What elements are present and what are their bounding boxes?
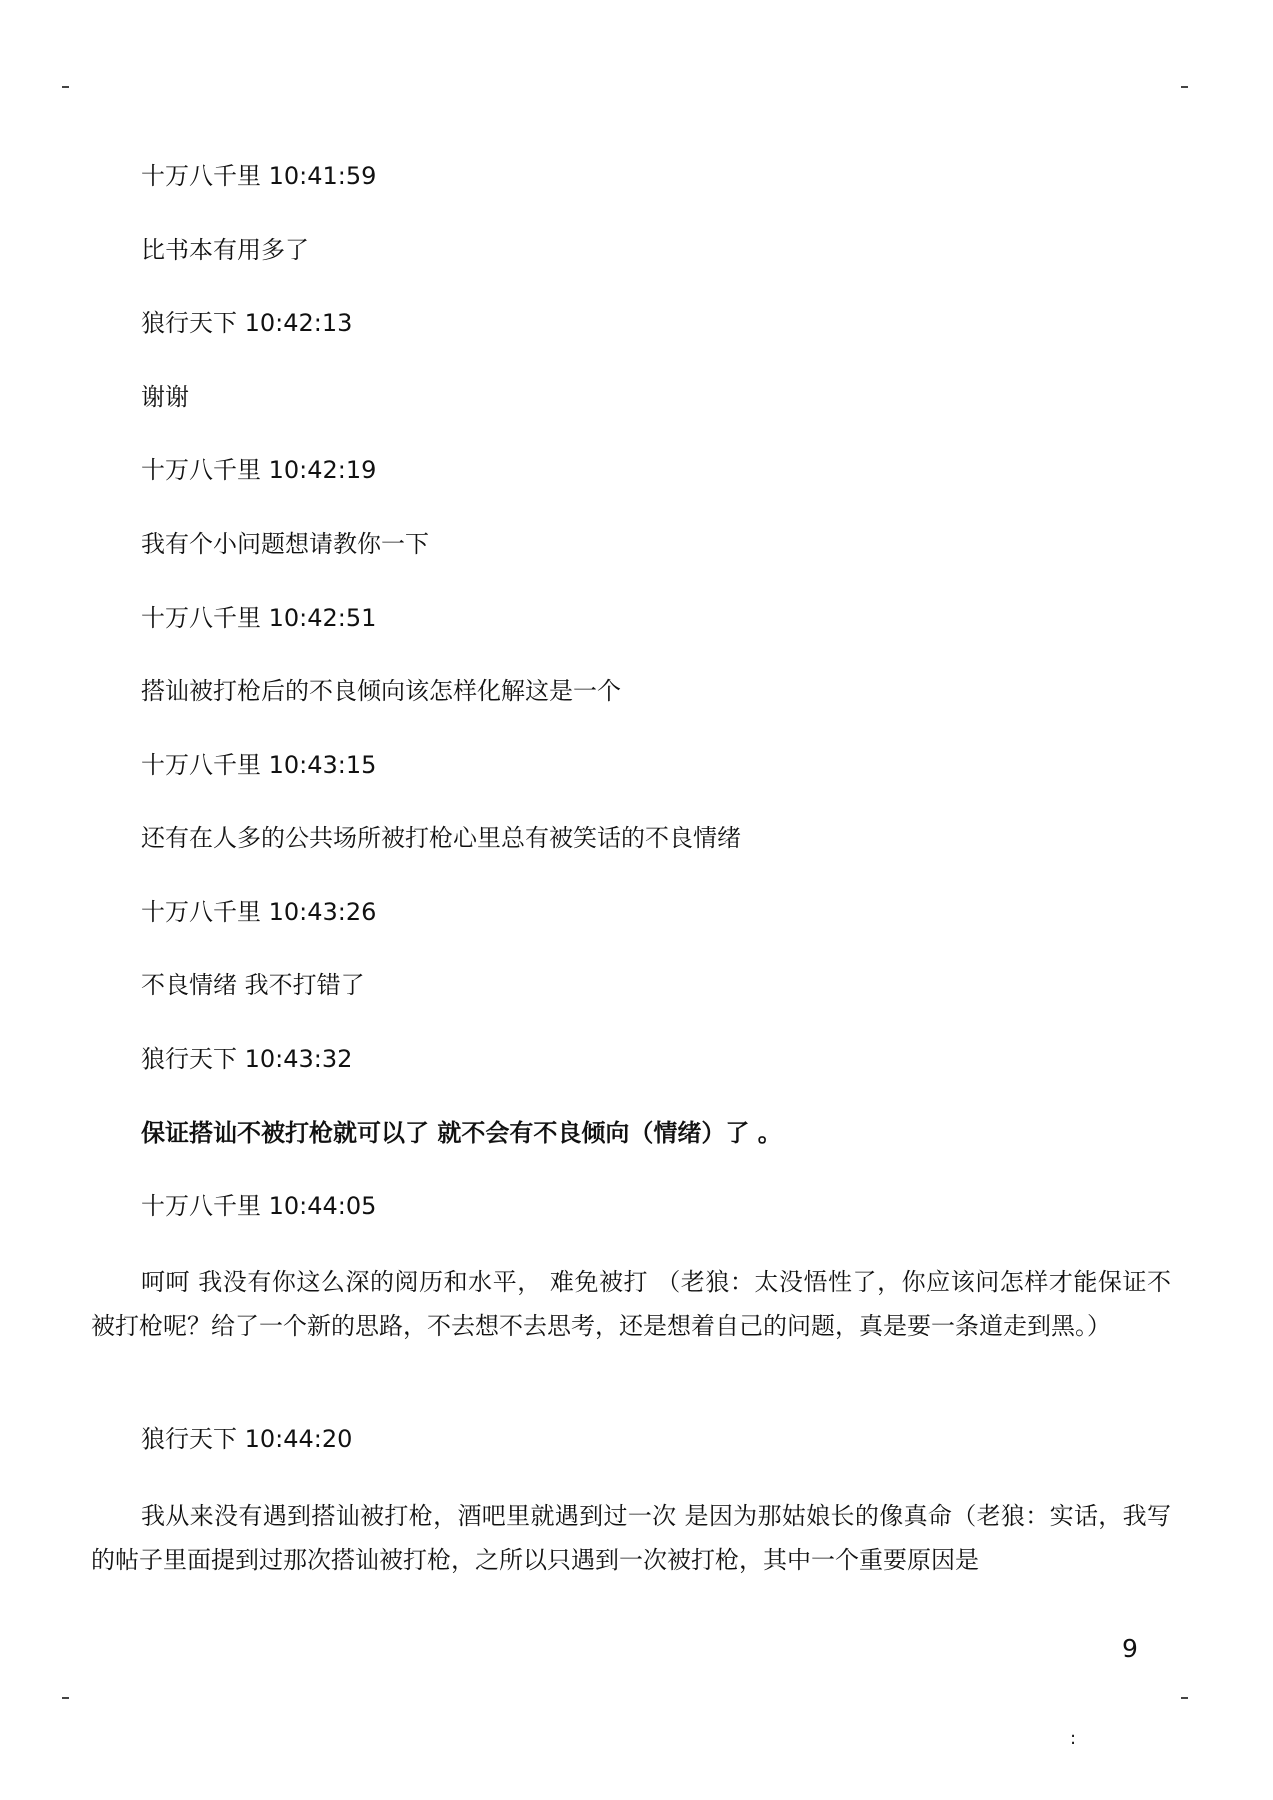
crop-mark-top-left [62, 86, 69, 88]
footer-mark: : [1070, 1728, 1077, 1749]
chat-message-line: 我有个小问题想请教你一下 [141, 530, 429, 558]
chat-header-line: 狼行天下 10:43:32 [141, 1045, 353, 1073]
chat-header-line: 狼行天下 10:44:20 [141, 1425, 353, 1453]
chat-message-line: 谢谢 [141, 383, 189, 411]
crop-mark-top-right [1181, 86, 1188, 88]
chat-header-line: 十万八千里 10:44:05 [141, 1192, 377, 1220]
chat-message-line-bold: 保证搭讪不被打枪就可以了 就不会有不良倾向（情绪）了 。 [141, 1119, 782, 1147]
chat-header-line: 十万八千里 10:43:26 [141, 898, 377, 926]
chat-header-line: 十万八千里 10:42:19 [141, 456, 377, 484]
chat-message-line: 还有在人多的公共场所被打枪心里总有被笑话的不良情绪 [141, 824, 741, 852]
chat-message-paragraph: 我从来没有遇到搭讪被打枪，酒吧里就遇到过一次 是因为那姑娘长的像真命（老狼：实话，我写的帖子里面提到过那次搭讪被打枪，之所以只遇到一次被打枪，其中一个重要原因是 [91, 1502, 1171, 1574]
chat-message-line: 搭讪被打枪后的不良倾向该怎样化解这是一个 [141, 677, 621, 705]
chat-message-line: 比书本有用多了 [141, 236, 309, 264]
chat-header-line: 狼行天下 10:42:13 [141, 309, 353, 337]
page-number: 9 [1122, 1634, 1138, 1663]
chat-header-line: 十万八千里 10:43:15 [141, 751, 377, 779]
chat-message-line: 不良情绪 我不打错了 [141, 971, 365, 999]
chat-message-paragraph: 呵呵 我没有你这么深的阅历和水平， 难免被打 （老狼：太没悟性了，你应该问怎样才能保证不被打枪呢？给了一个新的思路，不去想不去思考，还是想着自己的问题，真是要一条道走到黑。） [91, 1268, 1171, 1340]
crop-mark-bottom-right [1181, 1697, 1188, 1699]
crop-mark-bottom-left [62, 1697, 69, 1699]
chat-header-line: 十万八千里 10:41:59 [141, 162, 377, 190]
chat-header-line: 十万八千里 10:42:51 [141, 604, 377, 632]
